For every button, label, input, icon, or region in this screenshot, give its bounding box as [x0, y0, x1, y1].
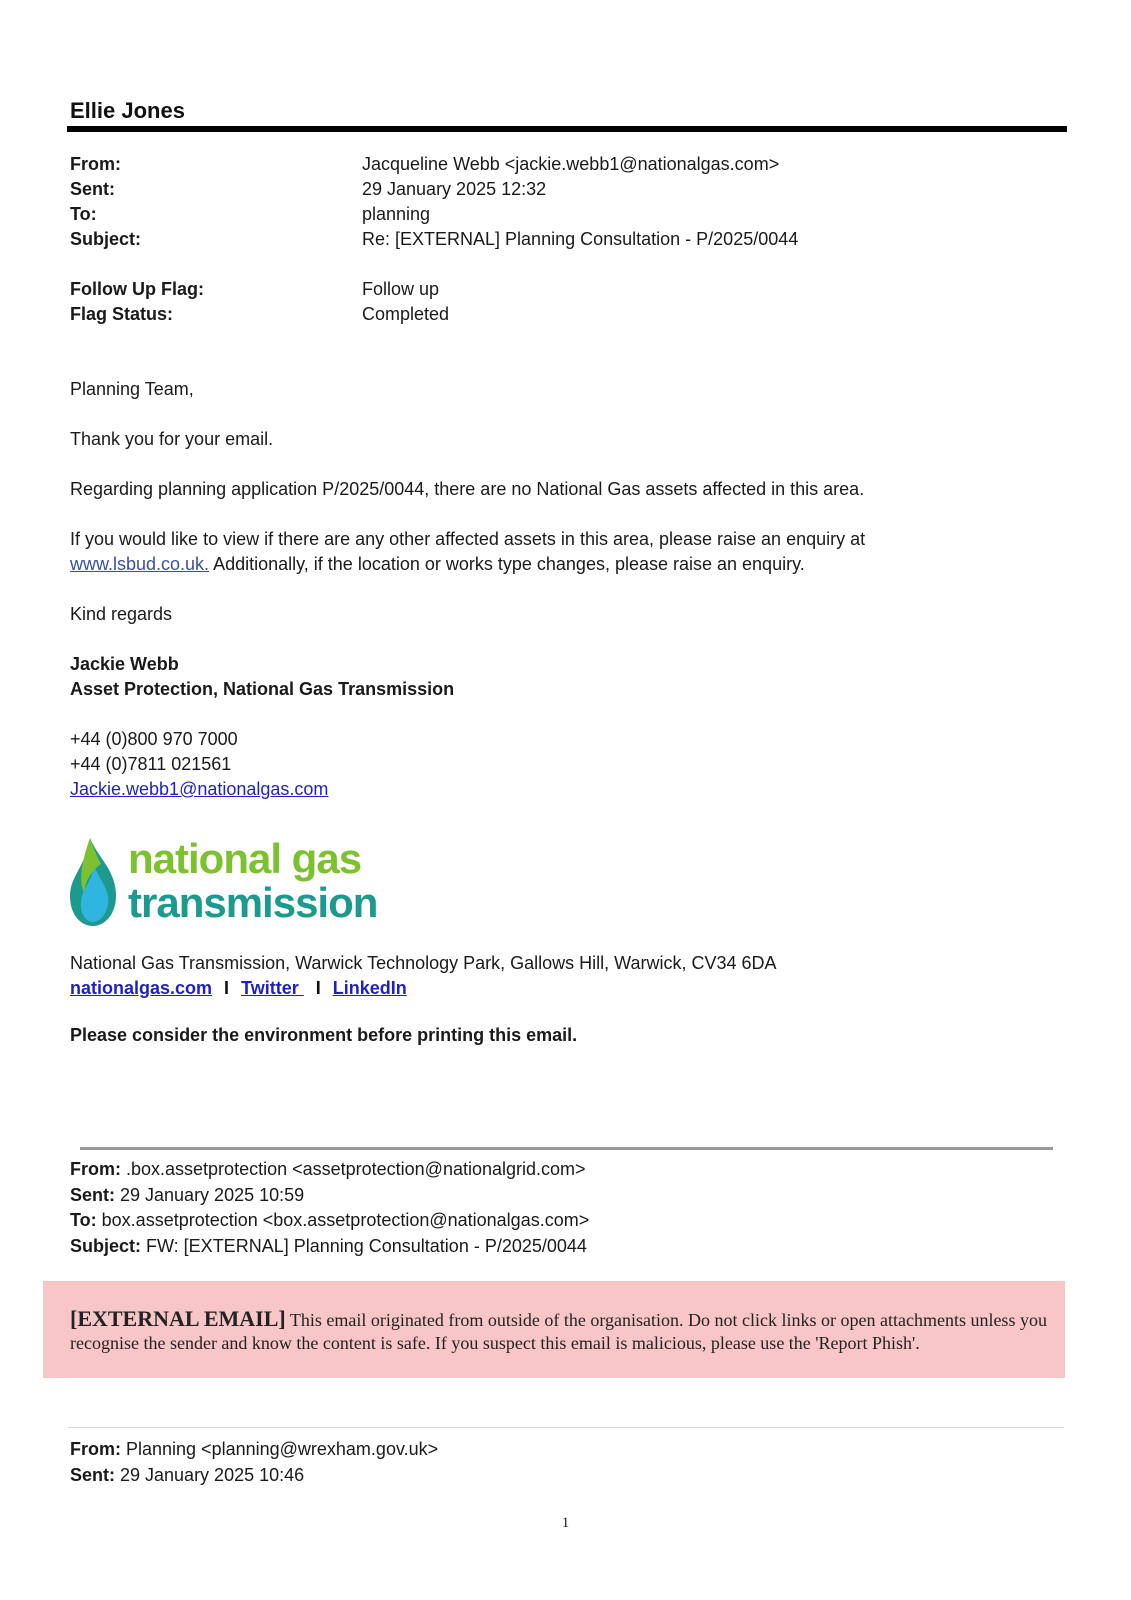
- fwd-to-label: To:: [70, 1210, 97, 1230]
- link-separator: I: [224, 978, 230, 998]
- external-email-tag: [EXTERNAL EMAIL]: [70, 1306, 286, 1331]
- contact-block: [70, 727, 1060, 802]
- linkedin-link[interactable]: LinkedIn: [332, 978, 407, 998]
- original-header: [70, 1437, 438, 1488]
- twitter-link[interactable]: Twitter: [241, 978, 304, 998]
- external-email-text: [70, 1307, 1060, 1355]
- from-value: Jacqueline Webb <jackie.webb1@nationalgas.com>: [362, 154, 780, 174]
- header-subject-row: [70, 227, 1030, 252]
- status-value: Completed: [362, 304, 450, 324]
- thanks-line: Thank you for your email.: [70, 429, 274, 449]
- signature-block: [70, 652, 1060, 702]
- header-gap: [70, 252, 1030, 277]
- signature-name: Jackie Webb: [70, 654, 179, 674]
- header-flag-row: [70, 277, 1030, 302]
- orig-from-row: [70, 1437, 438, 1463]
- header-to-row: [70, 202, 1030, 227]
- phone-2: +44 (0)7811 021561: [70, 754, 232, 774]
- link-separator: I: [315, 978, 321, 998]
- closing: Kind regards: [70, 604, 173, 624]
- orig-sent-value: 29 January 2025 10:46: [115, 1464, 305, 1485]
- sent-label: Sent:: [70, 179, 115, 199]
- logo-line-1: national gas: [128, 835, 362, 882]
- phone-1: +44 (0)800 970 7000: [70, 729, 238, 749]
- company-address: National Gas Transmission, Warwick Technology Park, Gallows Hill, Warwick, CV34 6DA: [70, 953, 777, 973]
- status-label: Flag Status:: [70, 304, 174, 324]
- external-email-message: This email originated from outside of the organisation. Do not click links or open attachments unless you recognise the sender and know the content is safe. If you suspect this email is malicious, please use the 'Report Phish'.: [70, 1310, 1047, 1353]
- regarding-paragraph: Regarding planning application P/2025/0044, there are no National Gas assets affected in this area.: [70, 479, 865, 499]
- greeting: Planning Team,: [70, 379, 194, 399]
- signature-role: Asset Protection, National Gas Transmission: [70, 679, 455, 699]
- orig-from-label: From:: [70, 1439, 121, 1459]
- header-sent-row: [70, 177, 1030, 202]
- orig-sent-label: Sent:: [70, 1464, 115, 1485]
- signature-email-link[interactable]: Jackie.webb1@nationalgas.com: [70, 779, 329, 799]
- national-gas-logo: [68, 836, 408, 928]
- enquiry-text-after: Additionally, if the location or works type changes, please raise an enquiry.: [209, 554, 805, 574]
- enquiry-paragraph: [70, 527, 1060, 577]
- email-header: [70, 152, 1030, 327]
- logo-line-2: transmission: [128, 879, 378, 926]
- forwarded-header: [70, 1157, 589, 1259]
- orig-from-value: Planning <planning@wrexham.gov.uk>: [121, 1439, 439, 1459]
- subject-label: Subject:: [70, 229, 142, 249]
- fwd-to-value: box.assetprotection <box.assetprotection@nationalgas.com>: [96, 1210, 590, 1230]
- sent-value: 29 January 2025 12:32: [362, 179, 547, 199]
- enquiry-text: If you would like to view if there are any other affected assets in this area, please raise an enquiry at: [70, 529, 866, 549]
- header-status-row: [70, 302, 1030, 327]
- fwd-subject-row: [70, 1234, 589, 1260]
- fwd-subject-label: Subject:: [70, 1235, 142, 1256]
- header-from-row: [70, 152, 1030, 177]
- subject-value: Re: [EXTERNAL] Planning Consultation - P/2025/0044: [362, 229, 799, 249]
- forwarded-divider: [80, 1147, 1053, 1150]
- mailbox-owner-name: Ellie Jones: [70, 98, 185, 123]
- fwd-from-value: .box.assetprotection <assetprotection@nationalgrid.com>: [121, 1159, 586, 1179]
- to-label: To:: [70, 204, 97, 224]
- environment-notice: Please consider the environment before printing this email.: [70, 1025, 578, 1045]
- orig-sent-row: [70, 1463, 438, 1489]
- footer-links: [70, 976, 1060, 1001]
- fwd-sent-value: 29 January 2025 10:59: [115, 1184, 305, 1205]
- original-divider: [68, 1427, 1064, 1428]
- fwd-sent-row: [70, 1183, 589, 1209]
- email-body: [70, 377, 1060, 827]
- fwd-sent-label: Sent:: [70, 1184, 115, 1205]
- flag-label: Follow Up Flag:: [70, 279, 204, 299]
- external-email-banner: [43, 1281, 1065, 1378]
- lsbud-link[interactable]: www.lsbud.co.uk.: [70, 554, 210, 574]
- fwd-from-row: [70, 1157, 589, 1183]
- page-number: 1: [561, 1515, 570, 1531]
- fwd-subject-value: FW: [EXTERNAL] Planning Consultation - P/2025/0044: [141, 1235, 587, 1256]
- owner-divider: [67, 126, 1067, 132]
- nationalgas-link[interactable]: nationalgas.com: [70, 978, 213, 998]
- flame-icon: [68, 836, 118, 928]
- from-label: From:: [70, 154, 121, 174]
- fwd-to-row: [70, 1208, 589, 1234]
- company-footer: [70, 951, 1060, 1001]
- flag-value: Follow up: [362, 279, 440, 299]
- to-value: planning: [362, 204, 431, 224]
- fwd-from-label: From:: [70, 1159, 121, 1179]
